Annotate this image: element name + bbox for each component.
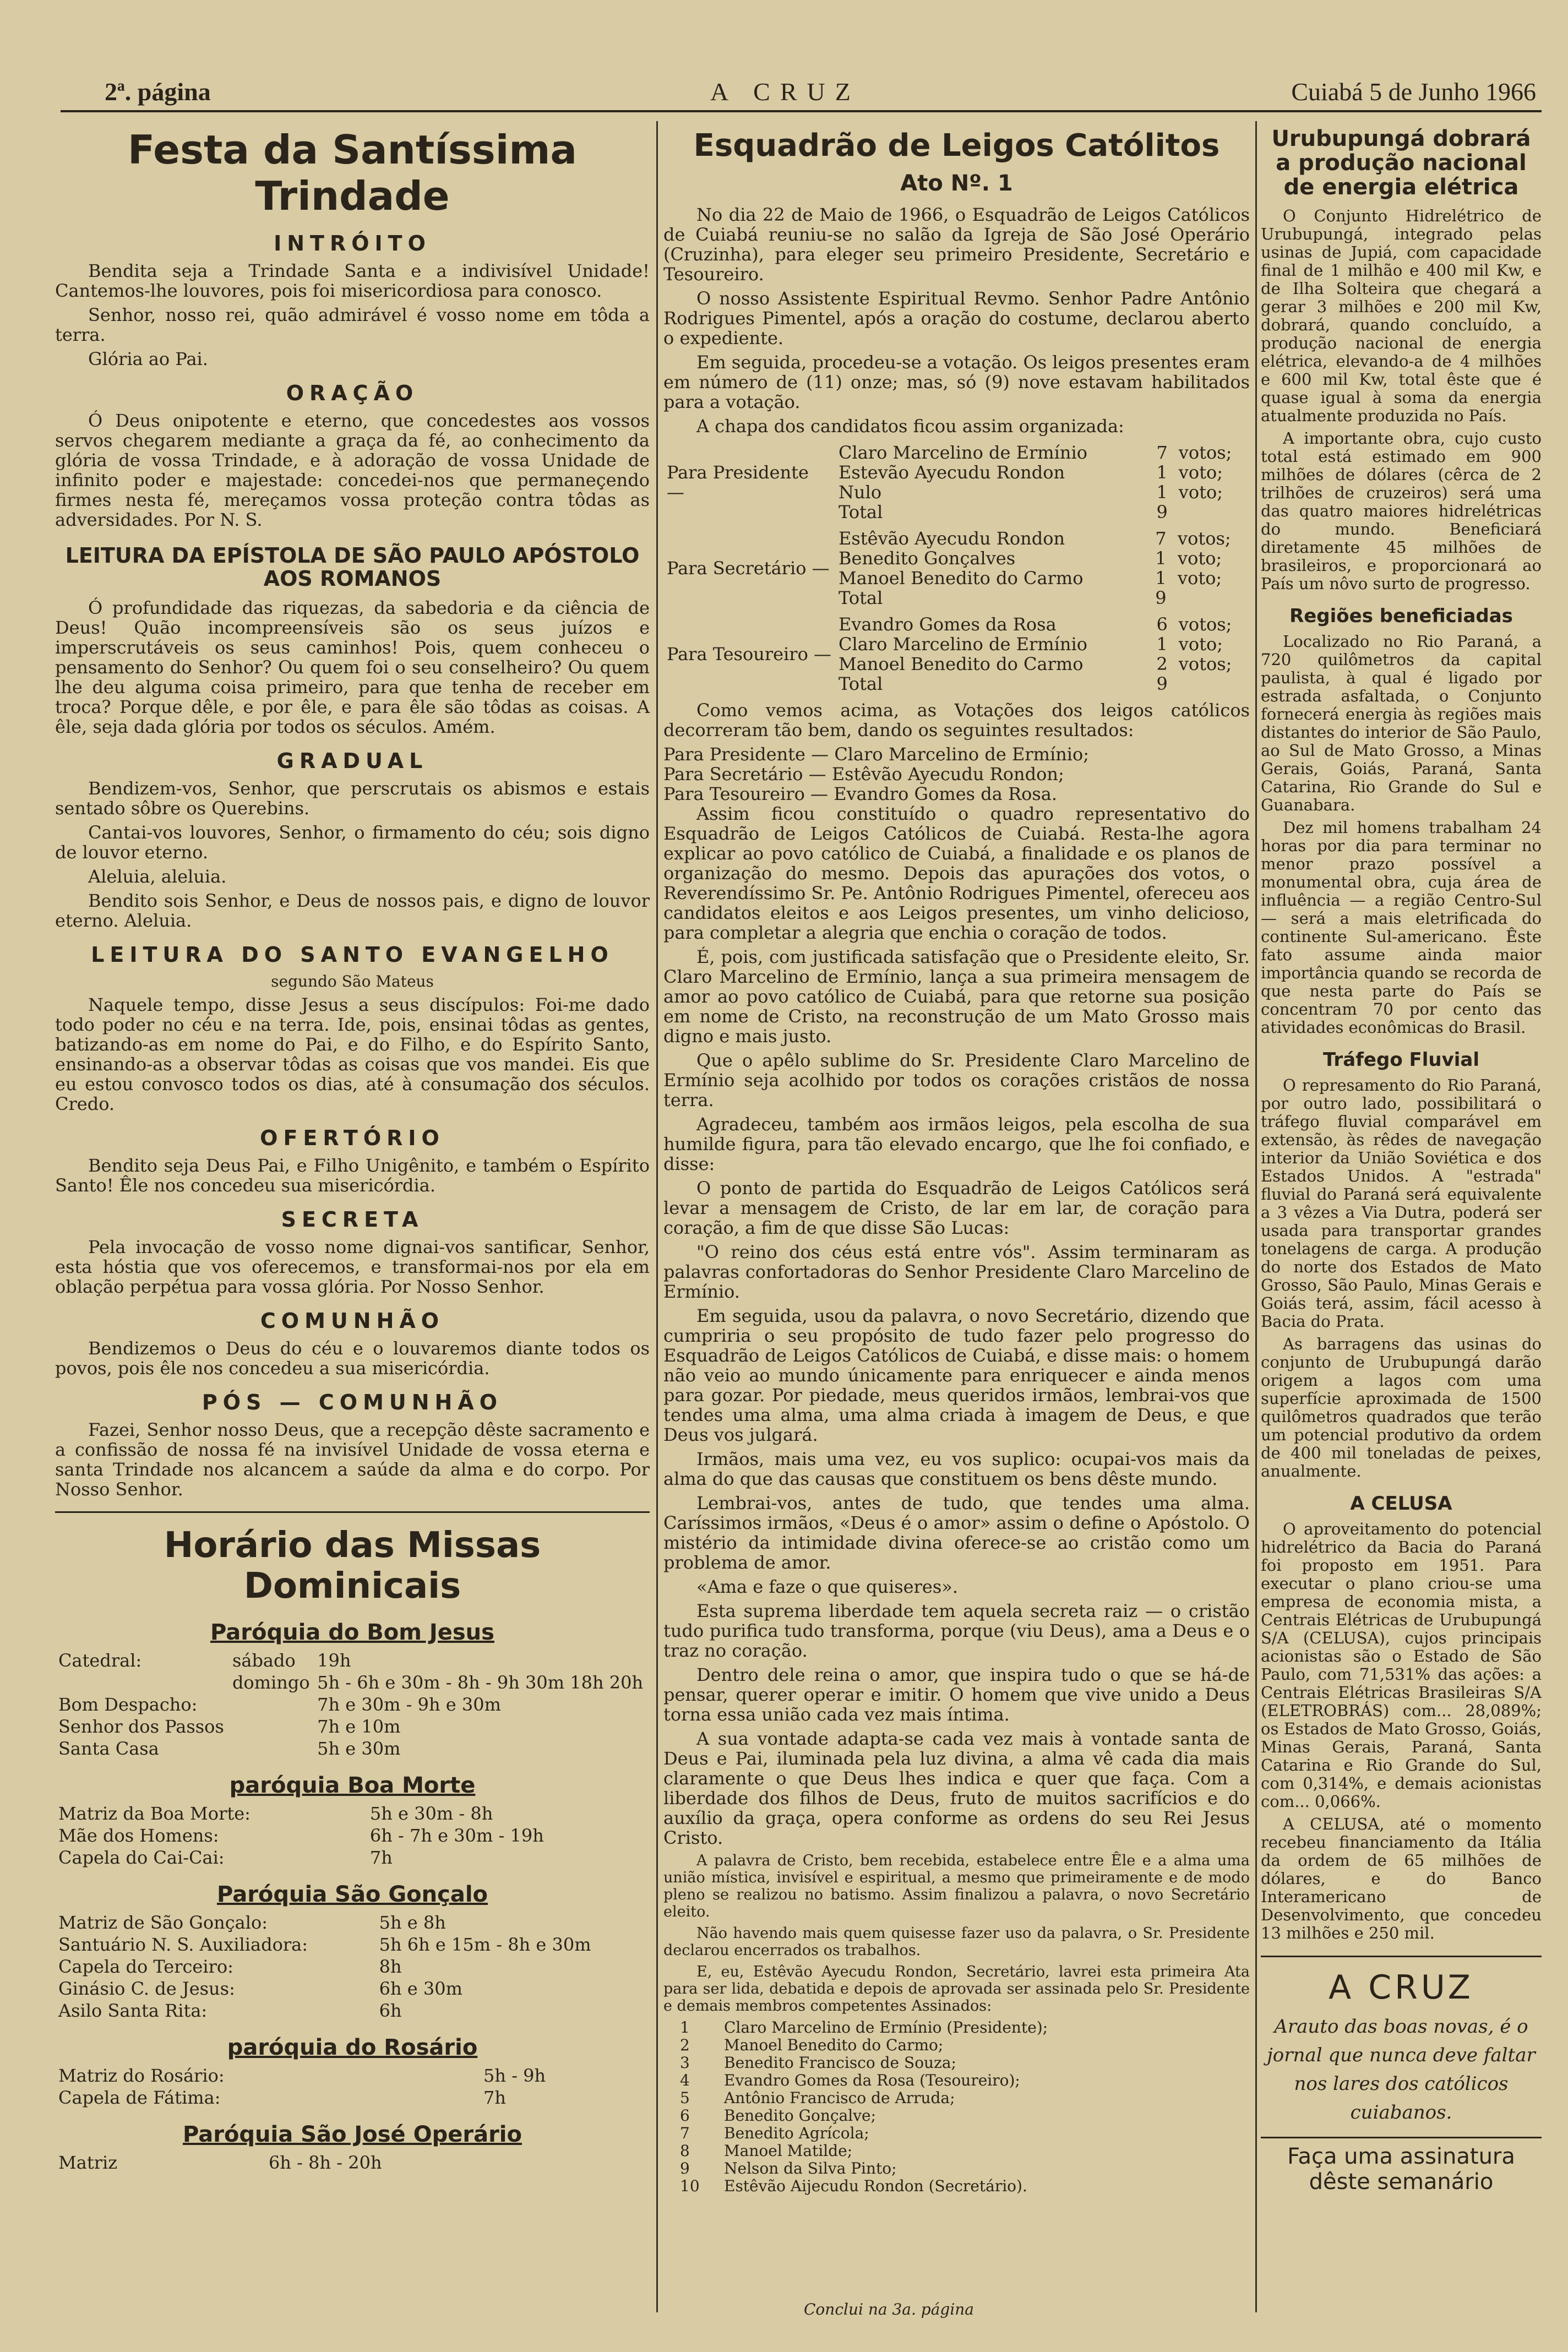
esquadrao-body-12: Dentro dele reina o amor, que inspira tudo o que se há-de pensar, querer operar e imitir. O homem que vive unido a Deus torna essa união cada vez mais íntima. bbox=[663, 1664, 1250, 1725]
mass-times: 7h e 30m - 9h e 30m bbox=[317, 1694, 501, 1715]
signer-name: Claro Marcelino de Ermínio (Presidente); bbox=[724, 2018, 1048, 2037]
esquadrao-body-6: "O reino dos céus está entre vós". Assim terminaram as palavras confortadoras do Senhor Presidente Claro Marcelino de Ermínio. bbox=[663, 1242, 1250, 1302]
candidate: Total bbox=[839, 673, 883, 694]
signer-name: Nelson da Silva Pinto; bbox=[724, 2159, 897, 2177]
gradual-text-2: Cantai-vos louvores, Senhor, o firmamento do céu; sois digno de louvor eterno. bbox=[55, 822, 650, 863]
list-item: 8 Manoel Matilde; bbox=[680, 2142, 853, 2160]
esquadrao-body-11: Esta suprema liberdade tem aquela secreta raiz — o cristão tudo purifica tudo transforma, porque (viu Deus), ama a Deus e o traz no coração. bbox=[663, 1600, 1250, 1661]
regioes-text-1: Localizado no Rio Paraná, a 720 quilômetros da capital paulista, à qual é ligado por estrada asfaltada, o Conjunto fornecerá energia às regiões mais distantes do interior de São Paulo, ao Sul de Mato Grosso, a Minas Gerais, Goiás, Paraná, Santa Catarina, Rio Grande do Sul e Guanabara. bbox=[1261, 632, 1542, 814]
result-line: Para Tesoureiro — Evandro Gomes da Rosa. bbox=[663, 783, 1057, 804]
esquadrao-title: Esquadrão de Leigos Católitos bbox=[693, 128, 1220, 164]
list-item: 2 Manoel Benedito do Carmo; bbox=[680, 2036, 944, 2054]
vote-count: 6 bbox=[1156, 614, 1168, 635]
vote-unit: voto; bbox=[1178, 482, 1223, 503]
mass-place: Capela do Cai-Cai: bbox=[58, 1847, 225, 1868]
pos-comunhao-text: Fazei, Senhor nosso Deus, que a recepção dêste sacramento e a confissão de nossa fé na invisível Unidade de vossa eterna e santa Trindade nos alcancem a saúde da alma e do corpo. Por Nosso Senhor. bbox=[55, 1419, 650, 1500]
mass-times: 7h bbox=[483, 2087, 507, 2108]
gradual-text-4: Bendito sois Senhor, e Deus de nossos pais, e digno de louvor eterno. Aleluia. bbox=[55, 890, 650, 931]
trafego-heading: Tráfego Fluvial bbox=[1322, 1049, 1480, 1071]
vote-unit: votos; bbox=[1178, 442, 1232, 463]
mass-place: Ginásio C. de Jesus: bbox=[58, 1978, 235, 1999]
esquadrao-body-14: A palavra de Cristo, bem recebida, estabelece entre Êle e a alma uma união mística, invisível e espiritual, a mesmo que primeiramente e de modo pleno se realizou no batismo. Assim finalizou a palavra, o novo Secretário eleito. bbox=[663, 1852, 1250, 1920]
regioes-text-2: Dez mil homens trabalham 24 horas por dia para terminar no menor prazo possível a monumental obra, cuja área de influência — a região Centro-Sul — será a mais eletrificada do continente Sul-americano. Êste fato assume ainda maior importância quando se recorda de que nesta parte do País se concentram 70 por cento das atividades econômicas do Brasil. bbox=[1261, 818, 1542, 1037]
vote-unit: votos; bbox=[1178, 614, 1232, 635]
paroquia-boa-morte: paróquia Boa Morte bbox=[229, 1773, 476, 1798]
mass-times: 6h - 7h e 30m - 19h bbox=[369, 1825, 544, 1846]
gradual-heading: GRADUAL bbox=[276, 749, 428, 773]
mass-times: 6h - 8h - 20h bbox=[269, 2152, 382, 2173]
table-row bbox=[55, 1978, 650, 2000]
column-divider-1 bbox=[656, 121, 658, 2312]
results-intro: Como vemos acima, as Votações dos leigos católicos decorreram tão bem, dando os seguintes resultados: bbox=[663, 700, 1250, 741]
vote-count: 9 bbox=[1156, 673, 1168, 694]
candidate: Claro Marcelino de Ermínio bbox=[839, 442, 1087, 463]
candidate: Benedito Gonçalves bbox=[839, 548, 1016, 569]
signer-name: Benedito Gonçalve; bbox=[724, 2106, 876, 2125]
ofertorio-heading: OFERTÓRIO bbox=[260, 1126, 445, 1150]
vote-role: Para Tesoureiro — bbox=[667, 644, 832, 665]
pos-comunhao-heading: PÓS — COMUNHÃO bbox=[202, 1390, 503, 1414]
paroquia-bom-jesus: Paróquia do Bom Jesus bbox=[210, 1620, 494, 1645]
mass-table-bom-jesus bbox=[55, 1649, 650, 1760]
celusa-text-1: O aproveitamento do potencial hidrelétrico da Bacia do Paraná foi proposto em 1951. Para executar o plano criou-se uma empresa de economia mista, a Centrais Elétricas de Urubupungá S/A (CELUSA), cujos principais acionistas são o Estado de São Paulo, com 71,531% das ações: a Centrais Elétricas Brasileiras S/A (ELETROBRÁS) com... 28,089%; os Estados de Mato Grosso, Goiás, Minas Gerais, Paraná, Santa Catarina e Rio Grande do Sul, com 0,314%, e demais acionistas com... 0,066%. bbox=[1261, 1520, 1542, 1811]
vote-role: Para Secretário — bbox=[667, 558, 830, 579]
vote-unit: votos; bbox=[1178, 654, 1232, 674]
table-row bbox=[55, 1716, 650, 1738]
paroquia-sao-jose: Paróquia São José Operário bbox=[182, 2122, 522, 2147]
signer-name: Manoel Benedito do Carmo; bbox=[724, 2036, 944, 2054]
esquadrao-intro-4: A chapa dos candidatos ficou assim organizada: bbox=[696, 416, 1124, 437]
vote-unit: voto; bbox=[1178, 462, 1223, 483]
mass-times: 7h e 10m bbox=[317, 1716, 401, 1737]
promo-paper-name: A CRUZ bbox=[1329, 1968, 1474, 2007]
ofertorio-text: Bendito seja Deus Pai, e Filho Unigênito, e também o Espírito Santo! Êle nos concedeu sua misericórdia. bbox=[55, 1155, 650, 1196]
regioes-heading: Regiões beneficiadas bbox=[1289, 605, 1513, 627]
evangelho-subheading: segundo São Mateus bbox=[271, 972, 434, 990]
mass-day bbox=[229, 1694, 314, 1716]
paroquia-rosario: paróquia do Rosário bbox=[227, 2035, 478, 2060]
mass-day: domingo bbox=[232, 1672, 310, 1693]
introito-heading: INTRÓITO bbox=[274, 231, 431, 255]
mass-day bbox=[229, 1738, 314, 1760]
vote-count: 2 bbox=[1156, 654, 1168, 674]
continuation-note: Conclui na 3a. página bbox=[804, 2300, 974, 2318]
signer-name: Manoel Matilde; bbox=[724, 2142, 853, 2160]
vote-count: 1 bbox=[1155, 568, 1167, 589]
vote-block-presidente bbox=[663, 443, 1250, 522]
table-row bbox=[55, 1649, 650, 1672]
esquadrao-body-7: Em seguida, usou da palavra, o novo Secretário, dizendo que cumpriria o seu propósito de tudo fazer pelo progresso do Esquadrão de Leigos Católicos de Cuiabá, e disse mais: o homem não veio ao mundo únicamente para enriquecer e ainda menos para gozar. Por piedade, meus queridos irmãos, lembrai-vos que tendes uma alma, uma alma criada à imagem de Deus, e que Deus vos julgará. bbox=[663, 1305, 1250, 1445]
esquadrao-body-16: E, eu, Estêvão Ayecudu Rondon, Secretário, lavrei esta primeira Ata para ser lida, debatida e depois de aprovada ser assinada pelo Sr. Presidente e demais membros competentes Assinados: bbox=[663, 1963, 1250, 2015]
promo-cta: Faça uma assinatura dêste semanário bbox=[1261, 2137, 1542, 2195]
evangelho-heading: LEITURA DO SANTO EVANGELHO bbox=[91, 943, 614, 967]
table-row bbox=[55, 1847, 650, 1869]
esquadrao-body-4: Agradeceu, também aos irmãos leigos, pela escolha de sua humilde figura, para tão elevado encargo, que lhe foi confiado, e disse: bbox=[663, 1114, 1250, 1174]
table-row bbox=[55, 2152, 650, 2174]
esquadrao-body-13: A sua vontade adapta-se cada vez mais à vontade santa de Deus e Pai, iluminada pela luz divina, a alma vê cada dia mais claramente o que Deus lhes indica e quer que faça. Com a liberdade dos filhos de Deus, fruto de muitos sacrifícios e do auxílio da graça, opera conforme as ordens do seu Rei Jesus Cristo. bbox=[663, 1728, 1250, 1848]
subscription-promo bbox=[1261, 1956, 1542, 2195]
list-item: 4 Evandro Gomes da Rosa (Tesoureiro); bbox=[680, 2071, 1020, 2089]
table-row bbox=[55, 1825, 650, 1847]
vote-count: 7 bbox=[1155, 528, 1167, 549]
list-item: 10 Estêvão Aijecudu Rondon (Secretário). bbox=[680, 2177, 1027, 2195]
signers-list bbox=[663, 2019, 1250, 2195]
table-row bbox=[663, 614, 1250, 634]
table-row bbox=[55, 1912, 650, 1934]
missas-title: Horário das Missas Dominicais bbox=[164, 1525, 541, 1607]
gradual-text-3: Aleluia, aleluia. bbox=[88, 866, 227, 887]
vote-role: Para Presidente — bbox=[667, 462, 809, 503]
vote-count: 1 bbox=[1156, 462, 1168, 483]
esquadrao-intro-2: O nosso Assistente Espiritual Revmo. Senhor Padre Antônio Rodrigues Pimentel, após a oração do costume, declarou aberto o expediente. bbox=[663, 288, 1250, 349]
candidate: Estêvão Ayecudu Rondon bbox=[839, 528, 1065, 549]
candidate: Total bbox=[839, 502, 883, 522]
introito-text-1: Bendita seja a Trindade Santa e a indivisível Unidade! Cantemos-lhe louvores, pois foi misericordiosa para conosco. bbox=[55, 260, 650, 301]
mass-table-rosario bbox=[55, 2065, 650, 2109]
esquadrao-body-15: Não havendo mais quem quisesse fazer uso da palavra, o Sr. Presidente declarou encerrados os trabalhos. bbox=[663, 1925, 1250, 1959]
candidate: Claro Marcelino de Ermínio bbox=[839, 634, 1087, 655]
promo-text: Arauto das boas novas, é o jornal que nunca deve faltar nos lares dos católicos cuiabanos. bbox=[1267, 2016, 1536, 2124]
esquadrao-body-5: O ponto de partida do Esquadrão de Leigos Católicos será levar a mensagem de Cristo, de lar em lar, de coração para coração, a fim de que disse São Lucas: bbox=[663, 1178, 1250, 1238]
vote-unit: votos; bbox=[1178, 528, 1231, 549]
column-divider-2 bbox=[1255, 121, 1257, 2312]
esquadrao-body-1: Assim ficou constituído o quadro representativo do Esquadrão de Leigos Católicos de Cuiabá. Resta-lhe agora explicar ao povo católico de Cuiabá, a finalidade e os planos de organização do mesmo. Depois das apurações dos votos, o Reverendíssimo Sr. Pe. Antônio Rodrigues Pimentel, ofereceu aos candidatos eleitos e aos Leigos presentes, um vinho delicioso, para completar a alegria que enchia o coração de todos. bbox=[663, 803, 1250, 943]
table-row bbox=[55, 1672, 650, 1694]
esquadrao-body-10: «Ama e faze o que quiseres». bbox=[696, 1576, 959, 1597]
table-row bbox=[55, 2065, 650, 2087]
table-row bbox=[55, 1956, 650, 1978]
candidate: Manoel Benedito do Carmo bbox=[839, 654, 1084, 674]
mass-times: 5h 6h e 15m - 8h e 30m bbox=[379, 1934, 591, 1955]
masthead bbox=[61, 73, 1536, 106]
mass-place: Matriz do Rosário: bbox=[58, 2065, 225, 2086]
urubupunga-title: Urubupungá dobrará a produção nacional de energia elétrica bbox=[1271, 126, 1531, 200]
liturgy-title: Festa da Santíssima Trindade bbox=[127, 127, 577, 219]
celusa-text-2: A CELUSA, até o momento recebeu financiamento da Itália da ordem de 65 milhões de dólares, e do Banco Interamericano de Desenvolvimento, que concedeu 13 milhões e 250 mil. bbox=[1261, 1815, 1542, 1942]
mass-times: 5h e 8h bbox=[379, 1912, 446, 1933]
list-item: 1 Claro Marcelino de Ermínio (Presidente); bbox=[680, 2018, 1048, 2037]
mass-place: Asilo Santa Rita: bbox=[58, 2000, 208, 2021]
mass-place: Bom Despacho: bbox=[58, 1694, 198, 1715]
mass-times: 5h e 30m bbox=[317, 1738, 401, 1759]
signer-name: Benedito Agrícola; bbox=[724, 2124, 869, 2142]
secreta-text: Pela invocação de vosso nome dignai-vos santificar, Senhor, esta hóstia que vos oferecemos, e transformai-nos por ela em oblação perpétua para vossa glória. Por Nosso Senhor. bbox=[55, 1237, 650, 1297]
celusa-heading: A CELUSA bbox=[1350, 1493, 1452, 1515]
mass-table-sao-goncalo bbox=[55, 1912, 650, 2022]
vote-count: 1 bbox=[1155, 548, 1167, 569]
list-item: 6 Benedito Gonçalve; bbox=[680, 2106, 876, 2125]
mass-day: sábado bbox=[232, 1650, 296, 1671]
mass-times: 6h bbox=[379, 2000, 402, 2021]
epistola-heading: LEITURA DA EPÍSTOLA DE SÃO PAULO APÓSTOLO AOS ROMANOS bbox=[65, 543, 640, 591]
urubupunga-column bbox=[1261, 127, 1542, 2195]
introito-text-2: Senhor, nosso rei, quão admirável é vosso nome em tôda a terra. bbox=[55, 304, 650, 345]
gradual-text-1: Bendizem-vos, Senhor, que perscrutais os abismos e estais sentado sôbre os Querebins. bbox=[55, 778, 650, 819]
result-line: Para Presidente — Claro Marcelino de Ermínio; bbox=[663, 744, 1090, 765]
introito-text-3: Glória ao Pai. bbox=[88, 349, 208, 369]
comunhao-heading: COMUNHÃO bbox=[260, 1309, 445, 1333]
vote-unit bbox=[1174, 588, 1250, 608]
trafego-text-1: O represamento do Rio Paraná, por outro lado, possibilitará o tráfego fluvial comparável em extensão, às rêdes de navegação interior da União Soviética e dos Estados Unidos. A "estrada" fluvial do Paraná será equivalente a 3 vêzes a Via Dutra, poderá ser usada para transportar grandes tonelagens de carga. A produção do norte dos Estados de Mato Grosso, São Paulo, Minas Gerais e Goiás terá, assim, fácil acesso à Bacia do Prata. bbox=[1261, 1076, 1542, 1331]
table-row bbox=[55, 2000, 650, 2022]
table-row bbox=[55, 1738, 650, 1760]
list-item: 3 Benedito Francisco de Souza; bbox=[680, 2054, 956, 2072]
table-row bbox=[663, 443, 1250, 462]
candidate: Total bbox=[839, 587, 883, 608]
trafego-text-2: As barragens das usinas do conjunto de Urubupungá darão origem a lagos com uma superfície aproximada de 1500 quilômetros quadrados que terão um potencial produtivo da ordem de 400 mil toneladas de peixes, anualmente. bbox=[1261, 1335, 1542, 1480]
mass-place: Mãe dos Homens: bbox=[58, 1825, 219, 1846]
mass-times: 6h e 30m bbox=[379, 1978, 462, 1999]
candidate: Nulo bbox=[839, 482, 882, 503]
mass-place: Matriz de São Gonçalo: bbox=[58, 1912, 268, 1933]
oracao-heading: ORAÇÃO bbox=[286, 381, 419, 405]
candidate: Estevão Ayecudu Rondon bbox=[839, 462, 1065, 483]
mass-place: Santa Casa bbox=[58, 1738, 159, 1759]
esquadrao-intro-3: Em seguida, procedeu-se a votação. Os leigos presentes eram em número de (11) onze; mas, só (9) nove estavam habilitados para a votação. bbox=[663, 352, 1250, 412]
vote-unit: voto; bbox=[1178, 568, 1222, 589]
urubupunga-intro-2: A importante obra, cujo custo total está estimado em 900 milhões de dólares (cêrca de 2 trilhões de cruzeiros) será uma das quatro maiores hidrelétricas do mundo. Beneficiará diretamente 45 milhões de brasileiros, e proporcionará ao País um nôvo surto de progresso. bbox=[1261, 429, 1542, 593]
list-item: 7 Benedito Agrícola; bbox=[680, 2124, 869, 2142]
esquadrao-column bbox=[663, 127, 1250, 2195]
list-item: 9 Nelson da Silva Pinto; bbox=[680, 2159, 897, 2177]
vote-count: 7 bbox=[1156, 442, 1168, 463]
mass-day bbox=[229, 1716, 314, 1738]
vote-count: 9 bbox=[1156, 502, 1168, 522]
table-row bbox=[663, 529, 1250, 548]
mass-times: 5h e 30m - 8h bbox=[369, 1803, 493, 1824]
candidate: Evandro Gomes da Rosa bbox=[839, 614, 1057, 635]
vote-unit: voto; bbox=[1178, 634, 1223, 655]
section-divider bbox=[55, 1511, 650, 1513]
candidate: Manoel Benedito do Carmo bbox=[839, 568, 1084, 589]
signer-name: Benedito Francisco de Souza; bbox=[724, 2054, 956, 2072]
signer-name: Evandro Gomes da Rosa (Tesoureiro); bbox=[724, 2071, 1020, 2089]
vote-count: 9 bbox=[1155, 587, 1167, 608]
page-number: 2ª. página bbox=[105, 78, 211, 106]
mass-table-sao-jose bbox=[55, 2152, 650, 2174]
list-item: 5 Antônio Francisco de Arruda; bbox=[680, 2089, 955, 2107]
mass-times: 5h - 6h e 30m - 8h - 9h 30m 18h 20h bbox=[317, 1672, 644, 1693]
mass-place: Santuário N. S. Auxiliadora: bbox=[58, 1934, 308, 1955]
esquadrao-body-9: Lembrai-vos, antes de tudo, que tendes uma alma. Caríssimos irmãos, «Deus é o amor» assim o define o Apóstolo. O mistério da intimidade divina oferece-se ao cristão como um problema de amor. bbox=[663, 1493, 1250, 1573]
secreta-heading: SECRETA bbox=[281, 1207, 424, 1232]
paper-name: A CRUZ bbox=[710, 78, 861, 106]
urubupunga-intro-1: O Conjunto Hidrelétrico de Urubupungá, integrado pelas usinas de Jupiá, com capacidade final de 1 milhão e 400 mil Kw, e de Ilha Solteira que chegará a gerar 3 milhões e 200 mil Kw, dobrará, quando concluído, a produção nacional de energia elétrica, elevando-a de 4 milhões e 600 mil Kw, total êste que é quase igual à soma da energia atualmente produzida no País. bbox=[1261, 206, 1542, 425]
esquadrao-subtitle: Ato Nº. 1 bbox=[900, 171, 1013, 196]
esquadrao-body-3: Que o apêlo sublime do Sr. Presidente Claro Marcelino de Ermínio seja acolhido por todos os corações cristãos de nossa terra. bbox=[663, 1050, 1250, 1110]
mass-place: Capela do Terceiro: bbox=[58, 1956, 233, 1977]
mass-place: Capela de Fátima: bbox=[58, 2087, 221, 2108]
oracao-text: Ó Deus onipotente e eterno, que concedestes aos vossos servos chegarem mediante a graça da fé, ao conhecimento da glória de vossa Trindade, e à adoração de vossa Unidade de infinito poder e majestade: concedei-nos que permaneçendo firmes nesta fé, mereçamos vossa proteção contra tôdas as adversidades. Por N. S. bbox=[55, 410, 650, 530]
signer-name: Antônio Francisco de Arruda; bbox=[724, 2089, 955, 2107]
masthead-rule bbox=[61, 110, 1542, 112]
mass-place bbox=[55, 1672, 229, 1694]
mass-times: 5h - 9h bbox=[483, 2065, 546, 2086]
mass-place: Matriz da Boa Morte: bbox=[58, 1803, 251, 1824]
mass-place: Catedral: bbox=[58, 1650, 142, 1671]
vote-unit: voto; bbox=[1178, 548, 1222, 569]
table-row bbox=[55, 1803, 650, 1825]
vote-count: 1 bbox=[1156, 634, 1168, 655]
result-line: Para Secretário — Estêvão Ayecudu Rondon; bbox=[663, 764, 1064, 785]
paroquia-sao-goncalo: Paróquia São Gonçalo bbox=[216, 1882, 488, 1907]
vote-block-tesoureiro bbox=[663, 614, 1250, 694]
esquadrao-body-8: Irmãos, mais uma vez, eu vos suplico: ocupai-vos mais da alma do que das causas que constituem os bens dêste mundo. bbox=[663, 1449, 1250, 1489]
esquadrao-intro-1: No dia 22 de Maio de 1966, o Esquadrão de Leigos Católicos de Cuiabá reuniu-se no salão da Igreja de São José Operário (Cruzinha), para eleger seu primeiro Presidente, Secretário e Tesoureiro. bbox=[663, 204, 1250, 285]
evangelho-text: Naquele tempo, disse Jesus a seus discípulos: Foi-me dado todo poder no céu e na terra. Ide, pois, ensinai tôdas as gentes, batizando-as em nome do Pai, e do Filho, e do Espírito Santo, ensinando-as a observar tôdas as coisas que vos mandei. Eis que eu estou convosco todos os dias, até à consumação dos séculos. Credo. bbox=[55, 994, 650, 1114]
vote-count: 1 bbox=[1156, 482, 1168, 503]
mass-place: Senhor dos Passos bbox=[58, 1716, 224, 1737]
table-row bbox=[55, 2087, 650, 2109]
mass-table-boa-morte bbox=[55, 1803, 650, 1869]
dateline: Cuiabá 5 de Junho 1966 bbox=[1291, 78, 1536, 106]
table-row bbox=[55, 1934, 650, 1956]
mass-times: 19h bbox=[317, 1650, 351, 1671]
vote-unit bbox=[1175, 674, 1250, 694]
mass-times: 8h bbox=[379, 1956, 402, 1977]
mass-times: 7h bbox=[369, 1847, 393, 1868]
epistola-text: Ó profundidade das riquezas, da sabedoria e da ciência de Deus! Quão incompreensíveis são os seus juízos e imperscrutáveis os seus caminhos! Pois, quem conheceu o pensamento do Senhor? Ou quem foi o seu conselheiro? Ou quem lhe deu alguma coisa primeiro, para que tenha de receber em troca? Porque dêle, e por êle, e para êle são tôdas as coisas. A êle, seja dada glória por todos os séculos. Amém. bbox=[55, 597, 650, 737]
comunhao-text: Bendizemos o Deus do céu e o louvaremos diante todos os povos, pois êle nos concedeu a sua misericórdia. bbox=[55, 1338, 650, 1379]
table-row bbox=[55, 1694, 650, 1716]
vote-block-secretario bbox=[663, 529, 1250, 608]
vote-unit bbox=[1175, 502, 1250, 522]
liturgy-column bbox=[55, 127, 650, 2174]
esquadrao-body-2: É, pois, com justificada satisfação que o Presidente eleito, Sr. Claro Marcelino de Ermínio, lança a sua primeira mensagem de amor ao povo católico de Cuiabá, para que retorne sua posição em nome de Cristo, na reconstrução de um Mato Grosso mais digno e mais justo. bbox=[663, 946, 1250, 1047]
mass-place: Matriz bbox=[58, 2152, 118, 2173]
signer-name: Estêvão Aijecudu Rondon (Secretário). bbox=[724, 2177, 1027, 2195]
